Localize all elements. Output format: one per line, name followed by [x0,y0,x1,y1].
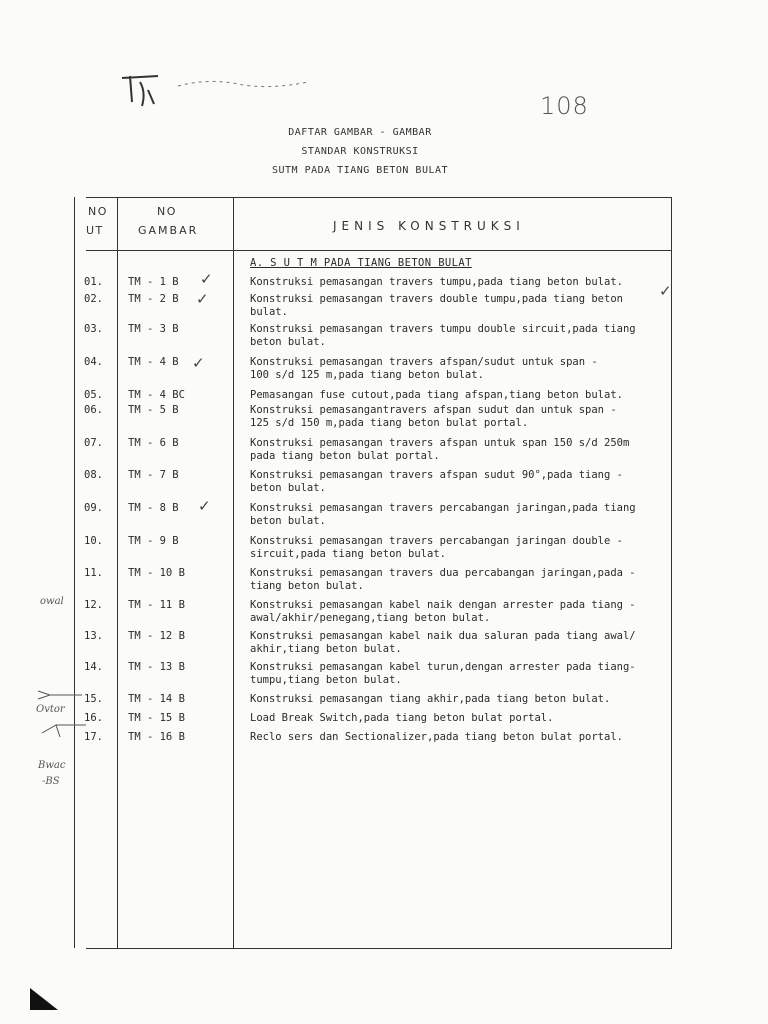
construction-description: Konstruksi pemasangan kabel turun,dengan arrester pada tiang- tumpu,tiang beton bulat. [250,661,636,686]
column-header-no-urut-2: UT [86,224,104,237]
table-right-border [671,197,672,948]
checkmark-icon: ✓ [200,270,213,288]
column-header-no-urut-1: NO [88,205,108,218]
drawing-number: TM - 7 B [128,469,179,481]
construction-description: Reclo sers dan Sectionalizer,pada tiang beton bulat portal. [250,731,623,743]
construction-description: Konstruksi pemasangan travers afspan untuk span 150 s/d 250m pada tiang beton bulat portal. [250,437,630,462]
drawing-number: TM - 4 B [128,356,179,368]
construction-description: Konstruksi pemasangan travers tumpu,pada tiang beton bulat. [250,276,623,288]
row-number: 12. [84,599,103,611]
page-number: 108 [540,92,589,120]
title-line-1: DAFTAR GAMBAR - GAMBAR [288,127,432,138]
row-number: 09. [84,502,103,514]
row-number: 10. [84,535,103,547]
construction-description: Konstruksi pemasangan travers double tumpu,pada tiang beton bulat. [250,293,623,318]
corner-triangle-mark [30,988,58,1010]
construction-description: Konstruksi pemasangan travers percabangan jaringan,pada tiang beton bulat. [250,502,636,527]
construction-description: Konstruksi pemasangan travers percabangan jaringan double - sircuit,pada tiang beton bulat. [250,535,623,560]
row-number: 06. [84,404,103,416]
margin-note: -BS [42,776,60,787]
row-number: 05. [84,389,103,401]
checkmark-icon: ✓ [196,290,209,308]
handwritten-scribble [118,72,178,102]
row-number: 02. [84,293,103,305]
margin-note: Bwac [38,760,66,771]
drawing-number: TM - 12 B [128,630,185,642]
drawing-number: TM - 8 B [128,502,179,514]
construction-description: Pemasangan fuse cutout,pada tiang afspan,tiang beton bulat. [250,389,623,401]
construction-description: Konstruksi pemasangan travers afspan sudut 90°,pada tiang - beton bulat. [250,469,623,494]
drawing-number: TM - 13 B [128,661,185,673]
checkmark-icon: ✓ [198,497,211,515]
column-header-no-gambar-2: GAMBAR [138,224,199,237]
row-number: 14. [84,661,103,673]
drawing-number: TM - 4 BC [128,389,185,401]
margin-note: owal [40,596,64,607]
drawing-number: TM - 11 B [128,599,185,611]
table-header-border [86,250,672,251]
drawing-number: TM - 16 B [128,731,185,743]
drawing-number: TM - 14 B [128,693,185,705]
construction-description: Konstruksi pemasangan travers tumpu double sircuit,pada tiang beton bulat. [250,323,636,348]
drawing-number: TM - 6 B [128,437,179,449]
checkmark-icon: ✓ [192,354,205,372]
drawing-number: TM - 15 B [128,712,185,724]
construction-description: Konstruksi pemasangan kabel naik dengan arrester pada tiang - awal/akhir/penegang,tiang beton bulat. [250,599,636,624]
handwritten-arrow-icon [30,685,90,745]
column-header-jenis-konstruksi: JENIS KONSTRUKSI [333,219,525,233]
row-number: 11. [84,567,103,579]
row-number: 15. [84,693,103,705]
construction-description: Load Break Switch,pada tiang beton bulat portal. [250,712,554,724]
column-divider-2 [233,197,234,948]
row-number: 16. [84,712,103,724]
drawing-number: TM - 3 B [128,323,179,335]
title-line-2: STANDAR KONSTRUKSI [301,146,419,157]
row-number: 08. [84,469,103,481]
checkmark-icon: ✓ [659,282,672,300]
row-number: 01. [84,276,103,288]
table-left-border [74,197,75,948]
row-number: 07. [84,437,103,449]
row-number: 13. [84,630,103,642]
margin-note: Ovtor [36,704,65,715]
construction-description: Konstruksi pemasangantravers afspan sudut dan untuk span - 125 s/d 150 m,pada tiang beton bulat portal. [250,404,617,429]
title-line-3: SUTM PADA TIANG BETON BULAT [271,165,449,176]
construction-description: Konstruksi pemasangan kabel naik dua saluran pada tiang awal/ akhir,tiang beton bulat. [250,630,636,655]
construction-description: Konstruksi pemasangan tiang akhir,pada tiang beton bulat. [250,693,611,705]
row-number: 04. [84,356,103,368]
table-top-border [86,197,672,198]
drawing-number: TM - 5 B [128,404,179,416]
drawing-number: TM - 10 B [128,567,185,579]
drawing-number: TM - 9 B [128,535,179,547]
construction-description: Konstruksi pemasangan travers dua percabangan jaringan,pada - tiang beton bulat. [250,567,636,592]
drawing-number: TM - 1 B [128,276,179,288]
row-number: 03. [84,323,103,335]
construction-description: Konstruksi pemasangan travers afspan/sudut untuk span - 100 s/d 125 m,pada tiang beton bulat. [250,356,598,381]
row-number: 17. [84,731,103,743]
section-title: A. S U T M PADA TIANG BETON BULAT [250,257,472,269]
drawing-number: TM - 2 B [128,293,179,305]
table-bottom-border [86,948,672,949]
column-header-no-gambar-1: NO [157,205,177,218]
